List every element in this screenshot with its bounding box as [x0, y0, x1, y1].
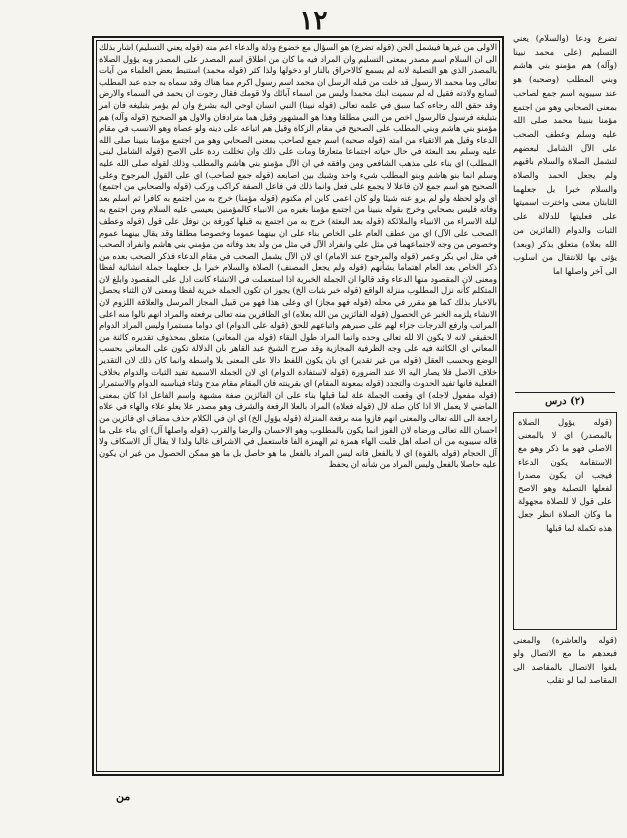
catchword: من: [116, 790, 131, 803]
margin-divider: [515, 392, 615, 393]
page-number: ١٢: [299, 6, 328, 36]
main-text: الاولى من غيرها فيشمل الجن (قوله تضرع) هو السؤال مع خضوع وذلة والدعاء اعم منه (قوله يعني التسليم) اشار بذلك الى ان السلام اسم مصدر بمعنى التسليم وان المراد فيه ما كان من اطلاق اسم المصدر على المصدر وبه يؤول الصلاة بالمصدر الذي هو التصلية لانه لم يسمع كالاحراق بالنار او دخولها ولذا كثر (قوله محمد) استنبط بعض العلماء من آيات تعالى وما محمد الا رسول قد خلت من قبله الرسل ان محمد اسم رسول اكرم مما هناك وقد سماه به جده عبد المطلب لسابع ولادته فقيل له لم سميت ابنك محمدا وليس من اسماء آبائك ولا قومك فقال رجوت ان يحمد في السماء والارض وقد حقق الله رجاءه كما سبق في علمه تعالى (قوله نبينا) النبي انسان اوحي اليه بشرع وان لم يؤمر بتبليغه فان امر بتبليغه فرسول فالرسول اخص من النبي مطلقا وهذا هو المشهور وقيل هما مترادفان والاول هو الصحيح (قوله وآله) هم مؤمنو بني هاشم وبني المطلب على الصحيح في مقام الزكاة وقيل هم اتباعه على دينه ولو عصاة وهو الانسب في مقام الدعاء وقيل هم الاتقياء من امته (قوله صحبه) اسم جمع لصاحب بمعنى الصحابي وهو من اجتمع مؤمنا بنبينا صلى الله عليه وسلم بعد البعثة في حال حياته اجتماعا متعارفا ومات على ذلك وان تخللت ردة على الاصح (قوله الشامل لبنى المطلب) اي بناء على مذهب الشافعي ومن وافقه في ان الآل مؤمنو بني هاشم والمطلب وذلك لقوله صلى الله عليه وسلم انما بنو هاشم وبنو المطلب شيء واحد وشبك بين اصابعه (قوله جمع لصاحب) اي على القول المرجوح وعلى الصحيح هو اسم جمع لان فاعلا لا يجمع على فعل وانما ذلك في فاعل الصفة كراكب وركب (قوله والصحابي من اجتمع) اي ولو لحظة ولو لم يرو عنه شيئا ولو كان اعمى كابن ام مكتوم (قوله مؤمنا) خرج به من اجتمع به كافرا ثم اسلم بعد وفاته فليس بصحابي وخرج بقوله بنبينا من اجتمع مؤمنا بغيره من الانبياء كالمؤمنين بعيسى عليه السلام ومن اجتمع به ليلة الاسراء من الانبياء والملائكة (قوله بعد البعثة) خرج به من اجتمع به قبلها كورقة بن نوفل على قول (قوله وعطف الصحب على الآل) اي من عطف العام على الخاص بناء على ان بينهما عموما وخصوصا مطلقا وقد يقال بينهما عموم وخصوص من وجه لاجتماعهما في مثل علي وانفراد الآل في مثل من ولد بعد وفاته من مؤمني بني هاشم وانفراد الصحب في مثل ابي بكر وعمر (قوله والمرجوح عند الامام) اي لان الآل يشمل الصحب في مقام الدعاء فذكر الصحب بعده من ذكر الخاص بعد العام اهتماما بشأنهم (قوله ولم يجعل المصنف) الصلاة والسلام خبرا بل جعلهما جملة انشائية لفظا ومعنى لان المقصود منها الدعاء وقد قالوا ان الجملة الخبرية اذا استعملت في الانشاء كانت ادل على المقصود وابلغ لان المتكلم كأنه نزل المطلوب منزلة الواقع (قوله خبر بثبات الخ) يجوز ان تكون الجملة خبرية لفظا ومعنى لان الثناء يحصل بالاخبار بذلك كما هو مقرر في محله (قوله فهو مجاز) اي وعلى هذا فهو من قبيل المجاز المرسل والعلاقة اللزوم لان الانشاء يلزمه الخبر عن الحصول (قوله الفائزين من الله بعلاه) اي الظافرين منه تعالى برفعته والمراد انهم نالوا منه اعلى المراتب وارفع الدرجات جزاء لهم على صبرهم واتباعهم للحق (قوله على الدوام) اي دواما مستمرا وليس المراد الدوام الحقيقي لانه لا يكون الا لله تعالى وحده وانما المراد طول البقاء (قوله من المعاني) متعلق بمحذوف تقديره كائنة من المعاني اي الكائنة فيه على وجه الظرفية المجازية وقد صرح الشيخ عبد القاهر بان الدلالة تكون على المعاني بحسب الوضع وبحسب العقل (قوله من غير تقدير) اي بان يكون اللفظ دالا على المعنى بلا واسطة وانما كان ذلك لان التقدير خلاف الاصل فلا يصار اليه الا عند الضرورة (قوله لاستفادة الدوام) اي لان الجملة الاسمية تفيد الثبات والدوام بخلاف الفعلية فانها تفيد الحدوث والتجدد (قوله بمعونة المقام) اي بقرينته فان المقام مقام مدح وثناء فيناسبه الدوام والاستمرار (قوله مفعول لاجله) اي وقعت الجملة علة لما قبلها بناء على ان الفائزين صفة مشبهة واسم الفاعل اذا كان بمعنى الماضي لا يعمل الا اذا كان صلة لال (قوله فعلاه) المراد بالعلا الرفعة والشرف وهو مصدر علا يعلو علاء والهاء في علاه راجعة الى الله تعالى والمعنى انهم فازوا منه برفعة المنزلة (قوله يؤول الخ) اي ان في الكلام حذف مضاف اي فائزين من احسان الله تعالى ورضاه لان الفوز انما يكون بالمطلوب وهو الاحسان والرضا والقرب (قوله واصلها آل) اي بناء على ما قاله سيبويه من ان اصله اهل قلبت الهاء همزة ثم الهمزة الفا فاستعمل في الاشراف غالبا ولذا لا يقال آل الاسكاف ولا آل الحجام (قوله بالقوة) اي لا بالفعل فانه ليس المراد بالفعل ما هو حاصل بل ما هو ممكن الحصول من غير ان يكون عليه حاصلا بالفعل وليس المراد من شأنه ان يحفظ: [99, 42, 497, 470]
main-text-frame: [92, 36, 504, 776]
margin-gloss-bottom-text: (قوله والعاشرة) والمعنى فبعدهم ما مع الاتصال ولو بلغوا الاتصال بالمقاصد الى المقاصد لما لو تقلب: [513, 635, 617, 686]
margin-lesson-box-text: (قوله يؤول الصلاة بالمصدر) اي لا بالمعنى الاصلي فهو ما ذكر وهو مع الاستقامة يكون الدعاء فيجب ان يكون مصدرا لفعلها التصلية وهو الاصح على قول لا للصلاة مجهولة ما وكان الصلاة انظر جعل هذه تكملة لما قبلها: [518, 417, 612, 533]
margin-gloss-bottom: [513, 634, 617, 716]
margin-gloss-top: [513, 32, 617, 390]
margin-lesson-box: [513, 412, 617, 630]
lesson-heading: (٢) درس: [545, 396, 585, 407]
margin-gloss-top-text: تضرع ودعا (والسلام) يعني التسليم (على محمد نبينا (وآله) هم مؤمنو بني هاشم وبني المطلب (وصحبه) هو عند سيبويه اسم جمع لصاحب بمعنى الصحابي وهو من اجتمع مؤمنا بنبينا محمد صلى الله عليه وسلم وعطف الصحب على الآل الشامل لبعضهم لتشمل الصلاة والسلام باقيهم ولم يجعل الحمد والصلاة والسلام خبرا بل جعلهما الثابتان معنى واخترت اسميتها على فعليتها للدلالة على الثبات والدوام (الفائزين من الله بعلاه) متعلق بذكر (وبعد) يؤتى بها للانتقال من اسلوب الى آخر واصلها اما: [513, 33, 617, 276]
